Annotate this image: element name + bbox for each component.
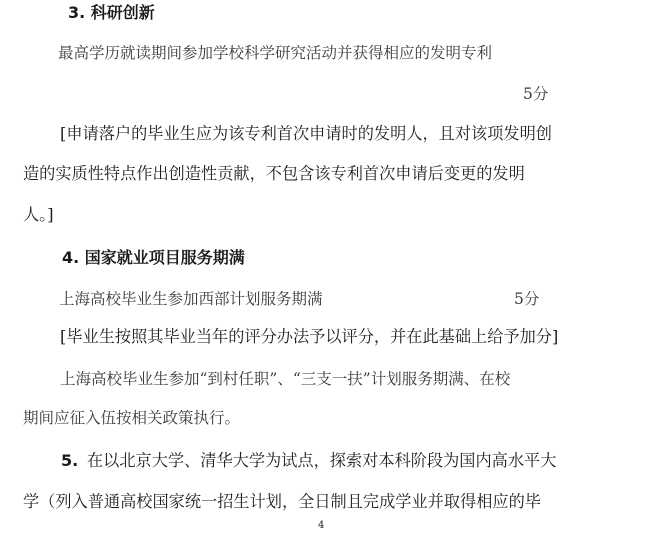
section-3-note-line-1: [申请落户的毕业生应为该专利首次申请时的发明人，且对该项发明创 bbox=[60, 124, 552, 143]
section-3-score: 5分 bbox=[523, 85, 549, 103]
section-4-text: 上海高校毕业生参加西部计划服务期满 bbox=[59, 290, 323, 308]
section-5-number: 5. bbox=[61, 451, 79, 470]
section-3-note-line-3: 人。] bbox=[23, 205, 54, 224]
section-4-text-line-3: 期间应征入伍按相关政策执行。 bbox=[23, 409, 241, 427]
section-5-text-line-2: 学（列入普通高校国家统一招生计划，全日制且完成学业并取得相应的毕 bbox=[23, 492, 541, 511]
section-4-heading: 4. 国家就业项目服务期满 bbox=[62, 248, 245, 267]
section-4-note: [毕业生按照其毕业当年的评分办法予以评分，并在此基础上给予加分] bbox=[60, 327, 559, 346]
section-4-text-line-2: 上海高校毕业生参加“到村任职”、“三支一扶”计划服务期满、在校 bbox=[60, 370, 511, 388]
section-3-note-line-2: 造的实质性特点作出创造性贡献，不包含该专利首次申请后变更的发明 bbox=[23, 164, 525, 183]
section-3-text: 最高学历就读期间参加学校科学研究活动并获得相应的发明专利 bbox=[58, 44, 493, 62]
section-3-heading: 3. 科研创新 bbox=[68, 3, 155, 22]
section-5-text-line-1: 在以北京大学、清华大学为试点，探索对本科阶段为国内高水平大 bbox=[87, 451, 557, 470]
page-number: 4 bbox=[318, 520, 325, 531]
section-4-score: 5分 bbox=[514, 290, 540, 308]
